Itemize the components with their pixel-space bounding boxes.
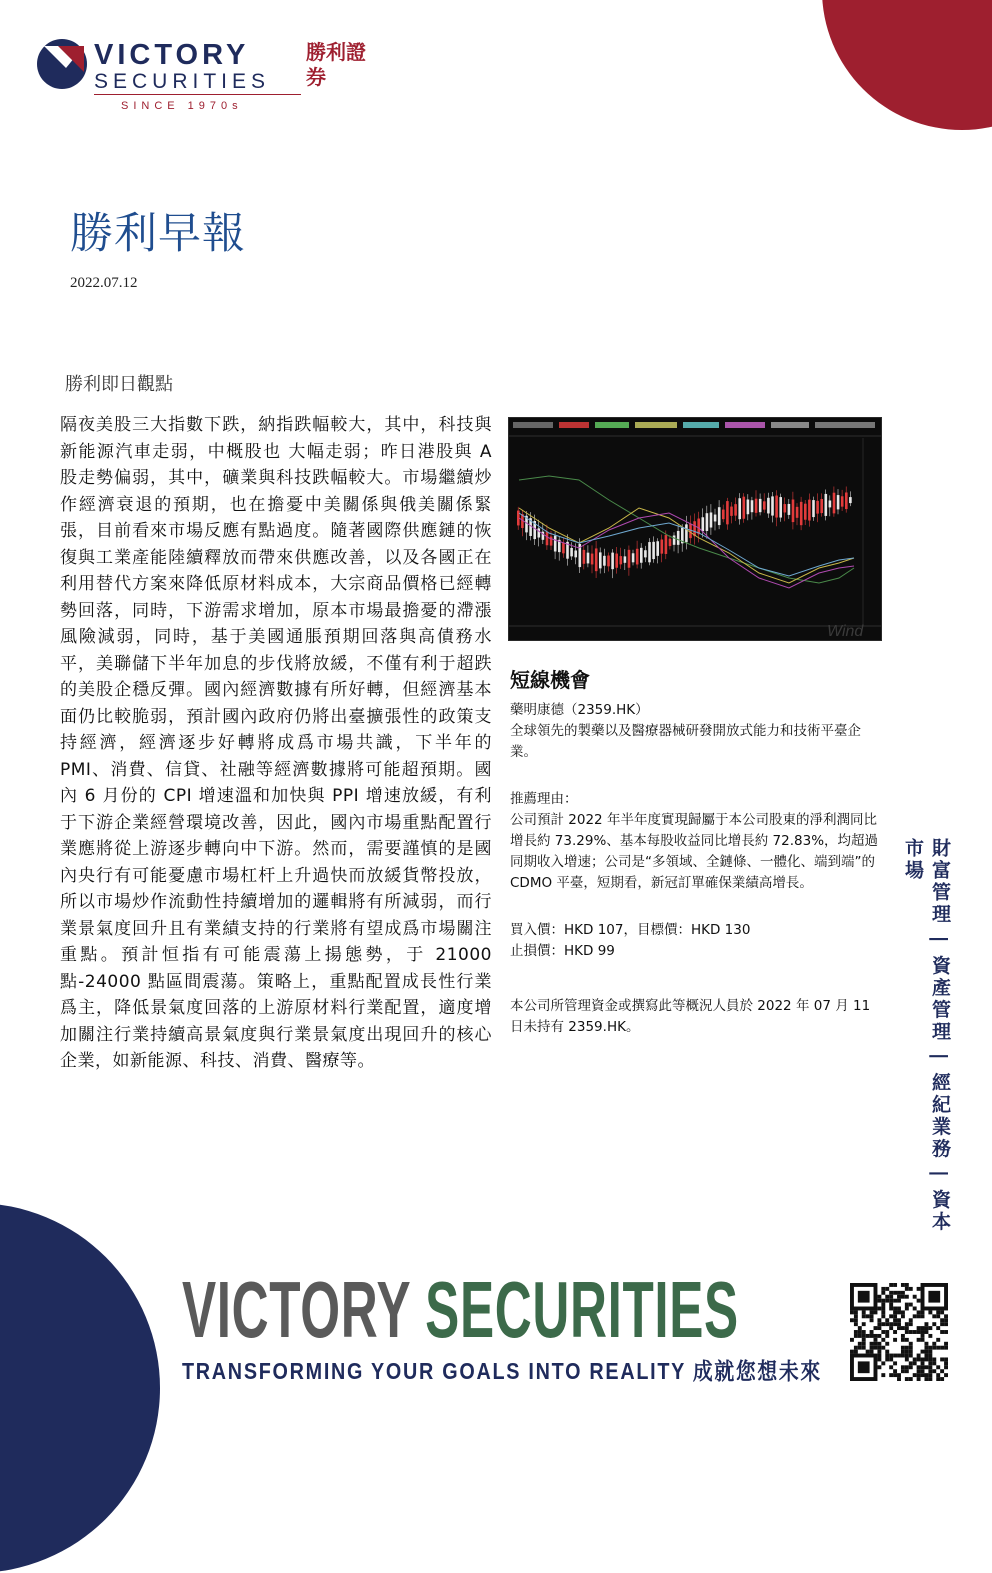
- candle-body: [816, 501, 819, 514]
- candle-body: [767, 498, 770, 514]
- business-lines-vertical: 財富管理 | 資產管理 | 經紀業務 | 資本市場: [902, 838, 951, 1234]
- footer-tagline: [182, 1358, 822, 1384]
- candle-body: [759, 499, 762, 512]
- brand-name-chinese: 勝利證券: [306, 40, 366, 89]
- candle-body: [718, 507, 721, 525]
- candle-body: [714, 515, 717, 522]
- candle-body: [734, 504, 737, 515]
- candle-body: [820, 499, 823, 513]
- candle-body: [611, 553, 614, 570]
- candle-body: [784, 504, 787, 512]
- candle-body: [607, 556, 610, 567]
- chart-watermark: Wind: [827, 623, 864, 640]
- candle-body: [706, 513, 709, 531]
- candle-body: [726, 501, 729, 524]
- market-commentary: 隔夜美股三大指數下跌，納指跌幅較大，其中，科技與新能源汽車走弱，中概股也 大幅走弱；昨日港股與 A 股走勢偏弱，其中，礦業與科技跌幅較大。市場繼續炒作經濟衰退的預期，也在擔憂中美關係與俄美關係緊張，目前看來市場反應有點過度。隨著國際供應鏈的恢復與工業產能陸續釋放而帶來供應改善，以及各國正在利用替代方案來降低原材料成本，大宗商品價格已經轉勢回落，同時，下游需求增加，原本市場最擔憂的滯漲風險減弱，同時，基于美國通脹預期回落與高債務水平，美聯儲下半年加息的步伐將放緩，不僅有利于超跌的美股企穩反彈。國內經濟數據有所好轉，但經濟基本面仍比較脆弱，預計國內政府仍將出臺擴張性的政策支持經濟，經濟逐步好轉將成爲市場共識，下半年的 PMI、消費、信貸、社融等經濟數據將可能超預期。國內 6 月份的 CPI 增速溫和加快與 PPI 增速放緩，有利于下游企業經營環境改善，因此，國內市場重點配置行業應將從上游逐步轉向中下游。然而，需要謹慎的是國內央行有可能憂慮市場杠杆上升過快而放緩貨幣投放，所以市場炒作流動性持續增加的邏輯將有所減弱，而行業景氣度回升且有業績支持的行業將有望成爲市場關注重點。預計恒指有可能震蕩上揚態勢，于 21000 點-24000 點區間震蕩。策略上，重點配置成長性行業爲主，降低景氣度回落的上游原材料行業配置，適度增加關注行業持續高景氣度與行業景氣度出現回升的核心企業，如新能源、科技、消費、醫療等。: [60, 415, 492, 1071]
- candle-body: [636, 549, 639, 565]
- candle-body: [640, 548, 643, 563]
- candle-body: [677, 531, 680, 545]
- candle-body: [628, 550, 631, 568]
- since-tagline: SINCE 1970s: [121, 100, 243, 112]
- candle-body: [763, 501, 766, 509]
- reason-text: 公司預計 2022 年半年度實現歸屬于本公司股東的淨利潤同比增長約 73.29%、基本每股收益同比增長約 72.83%，均超過同期收入增速；公司是“多領域、全鏈條、一體化、端到端”的 CDMO 平臺，短期看，新冠訂單確保業績高增長。: [510, 812, 879, 891]
- corner-decoration-bottom-left: [0, 1203, 160, 1573]
- logo-emblem-icon: [36, 38, 88, 90]
- stop-loss-price: 止損價：HKD 99: [510, 943, 615, 959]
- candle-body: [591, 554, 594, 565]
- stock-description: 全球領先的製藥以及醫療器械研發開放式能力和技術平臺企業。: [510, 723, 861, 760]
- candle-body: [788, 504, 791, 515]
- company-logo: [36, 38, 366, 113]
- candle-body: [722, 510, 725, 520]
- candle-body: [583, 550, 586, 564]
- candle-body: [656, 541, 659, 556]
- candle-body: [595, 548, 598, 571]
- candle-body: [562, 543, 565, 553]
- candle-body: [738, 498, 741, 519]
- candle-body: [747, 500, 750, 515]
- candle-body: [743, 497, 746, 519]
- candle-body: [665, 535, 668, 554]
- candle-body: [710, 512, 713, 527]
- candle-body: [554, 536, 557, 552]
- candle-body: [669, 539, 672, 546]
- candle-body: [685, 524, 688, 542]
- candle-body: [833, 493, 836, 514]
- footer-tagline-zh: 成就您想未來: [692, 1358, 822, 1384]
- candle-body: [652, 542, 655, 559]
- candle-body: [837, 495, 840, 509]
- candle-body: [648, 542, 651, 562]
- qr-code-icon: [850, 1283, 948, 1381]
- brand-name-line1: VICTORY: [94, 39, 250, 71]
- candle-body: [812, 500, 815, 517]
- candle-body: [661, 540, 664, 554]
- brand-name-line2: SECURITIES: [94, 70, 271, 93]
- footer-brand: [182, 1265, 739, 1354]
- candle-body: [570, 548, 573, 556]
- corner-decoration-top-right: [822, 0, 992, 130]
- footer-brand-word-1: VICTORY: [182, 1265, 411, 1354]
- candle-body: [800, 502, 803, 525]
- candle-body: [624, 556, 627, 562]
- footer-tagline-en: TRANSFORMING YOUR GOALS INTO REALITY: [182, 1358, 686, 1384]
- candle-body: [751, 500, 754, 512]
- candle-body: [755, 499, 758, 513]
- candle-body: [792, 500, 795, 523]
- candle-body: [620, 556, 623, 564]
- candle-body: [796, 507, 799, 518]
- candle-body: [574, 550, 577, 557]
- report-title: 勝利早報: [70, 209, 246, 259]
- candle-body: [697, 519, 700, 535]
- candle-body: [673, 535, 676, 544]
- candle-body: [644, 550, 647, 557]
- candle-body: [775, 496, 778, 518]
- candle-body: [587, 553, 590, 564]
- candle-body: [546, 532, 549, 546]
- candle-body: [538, 528, 541, 537]
- candle-body: [845, 492, 848, 509]
- candle-body: [632, 553, 635, 562]
- candle-body: [849, 497, 852, 503]
- candle-body: [771, 496, 774, 515]
- candle-body: [599, 552, 602, 568]
- report-date: 2022.07.12: [70, 275, 138, 291]
- candle-body: [804, 504, 807, 520]
- candle-body: [825, 494, 828, 516]
- footer-brand-word-2: SECURITIES: [425, 1265, 739, 1354]
- stock-chart-image: [508, 417, 882, 641]
- candle-body: [603, 556, 606, 566]
- short-term-opportunity-heading: 短線機會: [510, 668, 590, 692]
- reason-label: 推薦理由：: [510, 791, 578, 807]
- since-divider: [94, 94, 301, 95]
- candle-body: [808, 500, 811, 521]
- stock-name: 藥明康德（2359.HK）: [510, 702, 649, 718]
- candle-body: [730, 507, 733, 516]
- candle-body: [615, 554, 618, 568]
- opportunity-panel: [510, 700, 882, 1038]
- candle-body: [841, 496, 844, 506]
- buy-target-price: 買入價：HKD 107，目標價：HKD 130: [510, 922, 751, 938]
- disclosure-text: 本公司所管理資金或撰寫此等概況人員於 2022 年 07 月 11 日未持有 2359.HK。: [510, 998, 871, 1035]
- candle-body: [829, 500, 832, 507]
- candle-body: [702, 517, 705, 531]
- candle-body: [779, 497, 782, 517]
- section-heading: 勝利即日觀點: [65, 374, 173, 395]
